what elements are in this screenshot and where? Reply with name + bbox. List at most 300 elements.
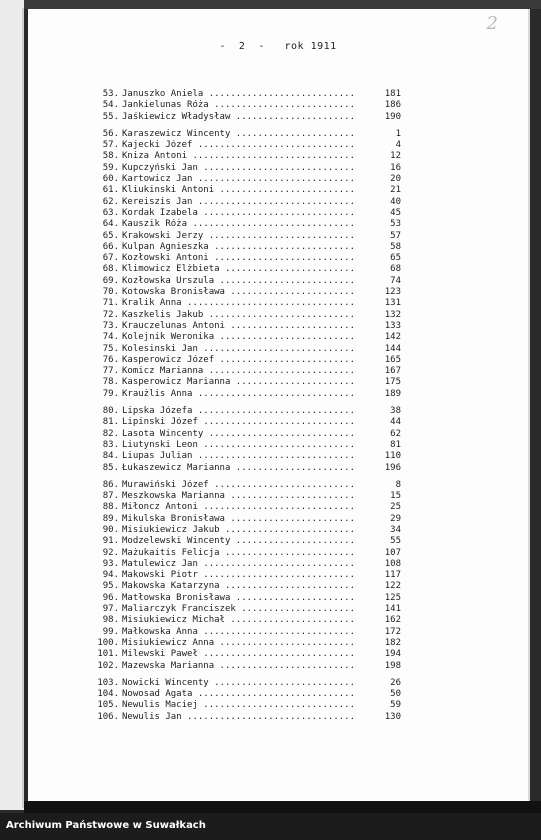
leader-dots: ..........................	[208, 241, 356, 252]
entry-name	[122, 151, 372, 162]
entry-name	[122, 264, 372, 275]
entry-name	[122, 112, 372, 123]
leader-dots: ..............................	[187, 151, 356, 162]
leader-dots: .......................	[224, 320, 355, 331]
page-edge	[22, 8, 24, 808]
entry-name	[122, 140, 372, 151]
entry-page: 29	[390, 513, 401, 524]
entry-number: 95.	[102, 581, 119, 592]
entry-number: 84.	[102, 451, 119, 462]
entry-name-text: Jankielunas Róża	[122, 100, 209, 111]
entry-page: 190	[384, 111, 401, 122]
entry-page: 25	[390, 502, 401, 513]
entry-name-text: Kajecki Józef	[122, 140, 193, 151]
entry-number: 72.	[102, 309, 119, 320]
list-item	[28, 332, 528, 343]
entry-name-text: Nowicki Wincenty	[122, 677, 209, 688]
entry-name	[122, 548, 372, 559]
entry-page: 131	[384, 298, 401, 309]
entry-name	[122, 570, 372, 581]
leader-dots: ...........................	[203, 309, 355, 320]
entry-name-text: Kartowicz Jan	[122, 174, 193, 185]
entry-name	[122, 174, 372, 185]
entry-name	[122, 661, 372, 672]
leader-dots: .........................	[214, 185, 356, 196]
entry-name	[122, 389, 372, 400]
leader-dots: .............................	[192, 689, 356, 700]
leader-dots: ......................	[230, 592, 355, 603]
entry-number: 55.	[102, 111, 119, 122]
leader-dots: ............................	[197, 417, 355, 428]
entry-number: 75.	[102, 343, 119, 354]
entry-number: 57.	[102, 140, 119, 151]
leader-dots: ..........................	[208, 677, 356, 688]
entry-name	[122, 700, 372, 711]
entry-name-text: Kozłowska Urszula	[122, 275, 215, 286]
entry-name	[122, 287, 372, 298]
entry-name	[122, 406, 372, 417]
entry-name-text: Kasperowicz Marianna	[122, 377, 231, 388]
page-heading: - 2 - rok 1911	[219, 41, 337, 52]
entry-name	[122, 678, 372, 689]
entry-name	[122, 502, 372, 513]
entry-page: 186	[384, 100, 401, 111]
leader-dots: .........................	[214, 637, 356, 648]
entry-name-text: Kozłowski Antoni	[122, 253, 209, 264]
entry-name-text: Liupas Julian	[122, 451, 193, 462]
document-page	[28, 9, 528, 801]
leader-dots: ........................	[219, 264, 356, 275]
entry-page: 8	[395, 479, 401, 490]
entry-name	[122, 185, 372, 196]
list-item	[28, 638, 528, 649]
leader-dots: ............................	[197, 502, 355, 513]
entry-number: 83.	[102, 439, 119, 450]
entry-page: 55	[390, 536, 401, 547]
entry-name-text: Mazewska Marianna	[122, 660, 215, 671]
list-item	[28, 463, 528, 474]
list-item	[28, 689, 528, 700]
list-item	[28, 377, 528, 388]
entry-number: 62.	[102, 196, 119, 207]
entry-name-text: Misiukiewicz Michał	[122, 615, 225, 626]
entry-number: 92.	[102, 547, 119, 558]
leader-dots: ..........................	[208, 253, 356, 264]
entry-page: 196	[384, 462, 401, 473]
list-item	[28, 321, 528, 332]
entry-page: 81	[390, 439, 401, 450]
entry-name	[122, 480, 372, 491]
list-item	[28, 140, 528, 151]
list-item	[28, 480, 528, 491]
list-item	[28, 276, 528, 287]
entry-name	[122, 129, 372, 140]
entry-number: 99.	[102, 626, 119, 637]
list-item	[28, 593, 528, 604]
entry-name	[122, 197, 372, 208]
entry-name-text: Lasota Wincenty	[122, 428, 204, 439]
entry-number: 73.	[102, 320, 119, 331]
entry-name-text: Modzelewski Wincenty	[122, 536, 231, 547]
list-item	[28, 129, 528, 140]
entry-name	[122, 366, 372, 377]
list-item	[28, 344, 528, 355]
entry-page: 125	[384, 592, 401, 603]
list-item	[28, 417, 528, 428]
entry-name-text: Januszko Aniela	[122, 89, 204, 99]
entry-name-text: Kaszkelis Jakub	[122, 309, 204, 320]
entry-name	[122, 163, 372, 174]
leader-dots: .........................	[214, 275, 356, 286]
entry-name-text: Newulis Maciej	[122, 700, 198, 711]
list-item	[28, 649, 528, 660]
archive-name: Archiwum Państwowe w Suwałkach	[6, 820, 206, 831]
list-item	[28, 112, 528, 123]
entry-number: 100.	[97, 637, 119, 648]
entry-page: 68	[390, 264, 401, 275]
leader-dots: ............................	[197, 162, 355, 173]
entry-name	[122, 429, 372, 440]
entry-name-text: Meszkowska Marianna	[122, 491, 225, 502]
entry-name-text: Makowski Piotr	[122, 570, 198, 581]
entry-name	[122, 514, 372, 525]
entry-name-text: Jaśkiewicz Władysław	[122, 111, 231, 122]
entry-number: 63.	[102, 207, 119, 218]
entry-name-text: Łukaszewicz Marianna	[122, 462, 231, 473]
list-item	[28, 100, 528, 111]
leader-dots: ........................	[219, 581, 356, 592]
entry-name	[122, 593, 372, 604]
page-bottom-edge	[24, 801, 541, 813]
entry-page: 20	[390, 174, 401, 185]
leader-dots: ............................	[197, 700, 355, 711]
entry-name-text: Klimowicz Elżbieta	[122, 264, 220, 275]
entry-number: 80.	[102, 406, 119, 417]
leader-dots: .............................	[192, 451, 356, 462]
list-item	[28, 548, 528, 559]
entry-name-text: Mażukaitis Felicja	[122, 547, 220, 558]
entry-name	[122, 310, 372, 321]
entry-number: 78.	[102, 377, 119, 388]
entry-page: 182	[384, 637, 401, 648]
list-item	[28, 185, 528, 196]
entry-name	[122, 627, 372, 638]
leader-dots: ............................	[197, 570, 355, 581]
entry-page: 181	[384, 89, 401, 99]
leader-dots: ...............................	[181, 298, 355, 309]
entry-name-text: Kolejnik Weronika	[122, 332, 215, 343]
entry-name-text: Nowosad Agata	[122, 689, 193, 700]
entry-name-text: Matłowska Bronisława	[122, 592, 231, 603]
list-item	[28, 406, 528, 417]
entry-number: 97.	[102, 604, 119, 615]
entry-page: 110	[384, 451, 401, 462]
leader-dots: .............................	[192, 406, 356, 417]
entry-number: 94.	[102, 570, 119, 581]
entry-number: 74.	[102, 332, 119, 343]
list-item	[28, 242, 528, 253]
entry-page: 172	[384, 626, 401, 637]
entry-name	[122, 451, 372, 462]
entry-name-text: Liutynski Leon	[122, 439, 198, 450]
entry-number: 89.	[102, 513, 119, 524]
entry-name-text: Kliukinski Antoni	[122, 185, 215, 196]
entry-name	[122, 604, 372, 615]
leader-dots: .......................	[224, 615, 355, 626]
entry-name-text: Kotowska Bronisława	[122, 287, 225, 298]
entry-number: 98.	[102, 615, 119, 626]
leader-dots: ........................	[219, 547, 356, 558]
entry-number: 68.	[102, 264, 119, 275]
leader-dots: ............................	[197, 207, 355, 218]
entry-page: 44	[390, 417, 401, 428]
entry-name-text: Kupczyński Jan	[122, 162, 198, 173]
list-item	[28, 502, 528, 513]
index-group	[28, 406, 528, 474]
entry-number: 85.	[102, 462, 119, 473]
entry-number: 65.	[102, 230, 119, 241]
entry-name	[122, 417, 372, 428]
entry-name	[122, 638, 372, 649]
list-item	[28, 174, 528, 185]
entry-page: 40	[390, 196, 401, 207]
entry-number: 103.	[97, 677, 119, 688]
entry-name	[122, 649, 372, 660]
entry-number: 96.	[102, 592, 119, 603]
entry-name	[122, 491, 372, 502]
leader-dots: .............................	[192, 140, 356, 151]
index-group	[28, 89, 528, 123]
entry-page: 167	[384, 366, 401, 377]
entry-page: 62	[390, 428, 401, 439]
leader-dots: .......................	[224, 491, 355, 502]
entry-number: 91.	[102, 536, 119, 547]
list-item	[28, 298, 528, 309]
entry-name	[122, 89, 372, 100]
entry-page: 4	[395, 140, 401, 151]
entry-page: 130	[384, 711, 401, 722]
entry-page: 141	[384, 604, 401, 615]
entry-page: 15	[390, 491, 401, 502]
list-item	[28, 525, 528, 536]
entry-page: 144	[384, 343, 401, 354]
handwritten-page-number: 2	[486, 13, 498, 34]
entry-number: 88.	[102, 502, 119, 513]
entry-name-text: Kauszik Róża	[122, 219, 188, 230]
leader-dots: .............................	[192, 196, 356, 207]
entry-name-text: Misiukiewicz Jakub	[122, 524, 220, 535]
entry-page: 189	[384, 388, 401, 399]
entry-number: 81.	[102, 417, 119, 428]
list-item	[28, 355, 528, 366]
entry-name	[122, 321, 372, 332]
entry-name-text: Miłoncz Antoni	[122, 502, 198, 513]
entry-name-text: Kralik Anna	[122, 298, 182, 309]
leader-dots: ............................	[197, 649, 355, 660]
list-item	[28, 197, 528, 208]
list-item	[28, 559, 528, 570]
entry-name-text: Kasperowicz Józef	[122, 354, 215, 365]
list-item	[28, 151, 528, 162]
list-item	[28, 700, 528, 711]
entry-name-text: Kulpan Agnieszka	[122, 241, 209, 252]
list-item	[28, 89, 528, 100]
entry-number: 86.	[102, 479, 119, 490]
leader-dots: ..........................	[208, 479, 356, 490]
list-item	[28, 429, 528, 440]
entry-number: 104.	[97, 689, 119, 700]
leader-dots: ......................	[230, 462, 355, 473]
entry-number: 79.	[102, 388, 119, 399]
entry-name-text: Mikulska Bronisława	[122, 513, 225, 524]
entry-page: 74	[390, 275, 401, 286]
entry-page: 133	[384, 320, 401, 331]
entry-page: 16	[390, 162, 401, 173]
entry-name	[122, 355, 372, 366]
leader-dots: .......................	[224, 287, 355, 298]
leader-dots: .....................	[235, 604, 356, 615]
list-item	[28, 581, 528, 592]
entry-number: 70.	[102, 287, 119, 298]
leader-dots: .............................	[192, 174, 356, 185]
entry-number: 105.	[97, 700, 119, 711]
list-item	[28, 253, 528, 264]
entry-name	[122, 231, 372, 242]
entry-name-text: Krauczelunas Antoni	[122, 320, 225, 331]
entry-page: 53	[390, 219, 401, 230]
entry-name-text: Kniza Antoni	[122, 151, 188, 162]
leader-dots: .........................	[214, 332, 356, 343]
entry-name-text: Karaszewicz Wincenty	[122, 128, 231, 139]
entry-name-text: Newulis Jan	[122, 711, 182, 722]
list-item	[28, 389, 528, 400]
list-item	[28, 451, 528, 462]
entry-name	[122, 377, 372, 388]
entry-name	[122, 615, 372, 626]
entry-number: 106.	[97, 711, 119, 722]
entry-number: 77.	[102, 366, 119, 377]
entry-page: 107	[384, 547, 401, 558]
entry-name-text: Kereiszis Jan	[122, 196, 193, 207]
list-item	[28, 491, 528, 502]
entry-page: 26	[390, 677, 401, 688]
list-item	[28, 615, 528, 626]
entry-number: 56.	[102, 128, 119, 139]
list-item	[28, 366, 528, 377]
entry-name	[122, 463, 372, 474]
entry-name-text: Lipinski Józef	[122, 417, 198, 428]
list-item	[28, 287, 528, 298]
entry-name	[122, 440, 372, 451]
leader-dots: ............................	[197, 439, 355, 450]
entry-page: 132	[384, 309, 401, 320]
entry-page: 12	[390, 151, 401, 162]
entry-name-text: Lipska Józefa	[122, 406, 193, 417]
entry-name	[122, 344, 372, 355]
entry-name	[122, 332, 372, 343]
entry-name	[122, 559, 372, 570]
list-item	[28, 604, 528, 615]
entry-page: 21	[390, 185, 401, 196]
entry-name-text: Misiukiewicz Anna	[122, 637, 215, 648]
list-item	[28, 678, 528, 689]
leader-dots: .........................	[214, 354, 356, 365]
entry-number: 82.	[102, 428, 119, 439]
entry-number: 60.	[102, 174, 119, 185]
entry-number: 67.	[102, 253, 119, 264]
entry-page: 194	[384, 649, 401, 660]
leader-dots: .........................	[214, 660, 356, 671]
entry-number: 69.	[102, 275, 119, 286]
entry-number: 93.	[102, 558, 119, 569]
leader-dots: ...........................	[203, 230, 355, 241]
leader-dots: ............................	[197, 626, 355, 637]
leader-dots: ...........................	[203, 89, 355, 99]
list-item	[28, 310, 528, 321]
entry-name-text: Maliarczyk Franciszek	[122, 604, 236, 615]
entry-name-text: Komicz Marianna	[122, 366, 204, 377]
entry-name	[122, 208, 372, 219]
leader-dots: ............................	[197, 343, 355, 354]
leader-dots: ........................	[219, 524, 356, 535]
entry-name	[122, 276, 372, 287]
archive-footer	[0, 813, 541, 840]
entry-name	[122, 242, 372, 253]
entry-name-text: Kraużlis Anna	[122, 388, 193, 399]
leader-dots: ...........................	[203, 366, 355, 377]
entry-number: 90.	[102, 524, 119, 535]
entry-page: 108	[384, 558, 401, 569]
list-item	[28, 514, 528, 525]
entry-name	[122, 219, 372, 230]
list-item	[28, 661, 528, 672]
leader-dots: .............................	[192, 388, 356, 399]
entry-name-text: Milewski Paweł	[122, 649, 198, 660]
leader-dots: ......................	[230, 111, 355, 122]
list-item	[28, 208, 528, 219]
index-group	[28, 129, 528, 400]
entry-page: 175	[384, 377, 401, 388]
entry-number: 54.	[102, 100, 119, 111]
entry-number: 58.	[102, 151, 119, 162]
entry-number: 71.	[102, 298, 119, 309]
leader-dots: ......................	[230, 377, 355, 388]
list-item	[28, 163, 528, 174]
entry-page: 58	[390, 241, 401, 252]
leader-dots: ..............................	[187, 219, 356, 230]
entry-name-text: Kordak Izabela	[122, 207, 198, 218]
previous-page-strip	[0, 0, 24, 810]
entry-name-text: Murawiński Józef	[122, 479, 209, 490]
leader-dots: ..........................	[208, 100, 356, 111]
list-item	[28, 627, 528, 638]
list-item	[28, 712, 528, 723]
entry-number: 64.	[102, 219, 119, 230]
entry-name	[122, 298, 372, 309]
entry-name-text: Krakowski Jerzy	[122, 230, 204, 241]
leader-dots: .......................	[224, 513, 355, 524]
entry-name	[122, 100, 372, 111]
entry-number: 66.	[102, 241, 119, 252]
entry-number: 61.	[102, 185, 119, 196]
entry-name-text: Matulewicz Jan	[122, 558, 198, 569]
entry-name	[122, 689, 372, 700]
entry-name-text: Makowska Katarzyna	[122, 581, 220, 592]
entry-number: 53.	[102, 89, 119, 99]
entry-name	[122, 581, 372, 592]
entry-page: 122	[384, 581, 401, 592]
entry-name	[122, 536, 372, 547]
